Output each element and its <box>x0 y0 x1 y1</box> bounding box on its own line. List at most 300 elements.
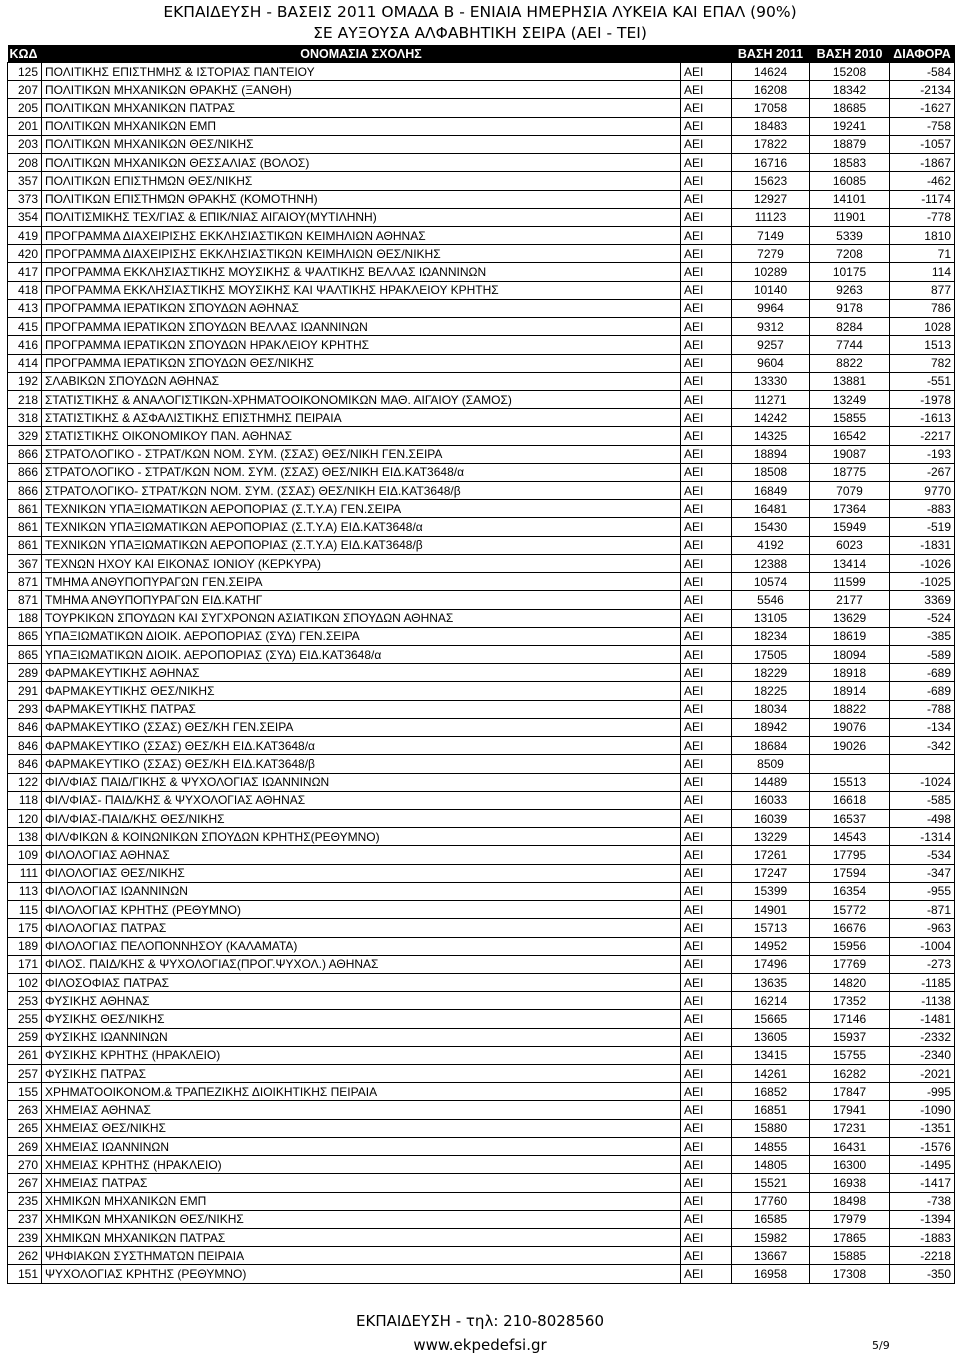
cell-base-2011: 13605 <box>732 1028 810 1046</box>
table-row <box>8 1083 955 1101</box>
cell-school-name: ΦΙΛ/ΦΙΑΣ-ΠΑΙΔ/ΚΗΣ ΘΕΣ/ΝΙΚΗΣ <box>42 809 681 827</box>
document-subtitle: ΣΕ ΑΥΞΟΥΣΑ ΑΛΦΑΒΗΤΙΚΗ ΣΕΙΡΑ (ΑΕΙ - ΤΕΙ) <box>313 24 647 42</box>
cell-base-2011: 18508 <box>732 463 810 481</box>
cell-base-2010: 14820 <box>810 973 890 991</box>
cell-type: ΑΕΙ <box>681 1156 732 1174</box>
cell-base-2010: 16282 <box>810 1065 890 1083</box>
table-row <box>8 154 955 172</box>
column-header-base-2011: ΒΑΣΗ 2011 <box>732 45 810 63</box>
cell-school-name: ΧΗΜΕΙΑΣ ΙΩΑΝΝΙΝΩΝ <box>42 1137 681 1155</box>
cell-school-name: ΦΑΡΜΑΚΕΥΤΙΚΟ (ΣΣΑΣ) ΘΕΣ/ΚΗ ΕΙΔ.ΚΑΤ3648/α <box>42 737 681 755</box>
table-row <box>8 718 955 736</box>
table-row <box>8 1265 955 1283</box>
table-row <box>8 773 955 791</box>
table-row <box>8 482 955 500</box>
table-row <box>8 809 955 827</box>
table-row <box>8 409 955 427</box>
cell-difference: -1026 <box>890 554 955 572</box>
cell-code: 420 <box>8 245 42 263</box>
table-row <box>8 1174 955 1192</box>
cell-base-2011: 17760 <box>732 1192 810 1210</box>
document-title: ΕΚΠΑΙΔΕΥΣΗ - ΒΑΣΕΙΣ 2011 ΟΜΑΔΑ Β - ΕΝΙΑΙΑ ΗΜΕΡΗΣΙΑ ΛΥΚΕΙΑ ΚΑΙ ΕΠΑΛ (90%) <box>163 3 797 21</box>
table-row <box>8 390 955 408</box>
cell-code: 418 <box>8 281 42 299</box>
cell-base-2011: 18225 <box>732 682 810 700</box>
cell-school-name: ΠΟΛΙΤΙΚΩΝ ΕΠΙΣΤΗΜΩΝ ΘΡΑΚΗΣ (ΚΟΜΟΤΗΝΗ) <box>42 190 681 208</box>
cell-type: ΑΕΙ <box>681 682 732 700</box>
cell-code: 861 <box>8 500 42 518</box>
cell-difference: -1024 <box>890 773 955 791</box>
cell-code: 122 <box>8 773 42 791</box>
cell-type: ΑΕΙ <box>681 190 732 208</box>
cell-type: ΑΕΙ <box>681 226 732 244</box>
cell-base-2011: 13330 <box>732 372 810 390</box>
table-row <box>8 646 955 664</box>
cell-school-name: ΣΤΡΑΤΟΛΟΓΙΚΟ - ΣΤΡΑΤ/ΚΩΝ ΝΟΜ. ΣΥΜ. (ΣΣΑΣ) ΘΕΣ/ΝΙΚΗ ΓΕΝ.ΣΕΙΡΑ <box>42 445 681 463</box>
cell-base-2011: 15665 <box>732 1010 810 1028</box>
cell-base-2011: 13415 <box>732 1046 810 1064</box>
cell-school-name: ΦΑΡΜΑΚΕΥΤΙΚΟ (ΣΣΑΣ) ΘΕΣ/ΚΗ ΓΕΝ.ΣΕΙΡΑ <box>42 718 681 736</box>
cell-base-2011: 13229 <box>732 828 810 846</box>
table-row <box>8 1119 955 1137</box>
table-row <box>8 135 955 153</box>
table-row <box>8 682 955 700</box>
cell-base-2011: 14242 <box>732 409 810 427</box>
cell-base-2010: 18918 <box>810 664 890 682</box>
cell-type: ΑΕΙ <box>681 1265 732 1283</box>
cell-base-2010: 15208 <box>810 63 890 81</box>
cell-code: 253 <box>8 992 42 1010</box>
cell-base-2011: 14855 <box>732 1137 810 1155</box>
cell-type: ΑΕΙ <box>681 901 732 919</box>
cell-base-2011: 16208 <box>732 81 810 99</box>
cell-difference: -1883 <box>890 1229 955 1247</box>
cell-base-2010: 17865 <box>810 1229 890 1247</box>
cell-type: ΑΕΙ <box>681 372 732 390</box>
cell-base-2011: 14489 <box>732 773 810 791</box>
cell-base-2011: 18942 <box>732 718 810 736</box>
cell-code: 192 <box>8 372 42 390</box>
cell-code: 846 <box>8 737 42 755</box>
cell-school-name: ΨΥΧΟΛΟΓΙΑΣ ΚΡΗΤΗΣ (ΡΕΘΥΜΝΟ) <box>42 1265 681 1283</box>
table-row <box>8 700 955 718</box>
cell-base-2010: 13249 <box>810 390 890 408</box>
cell-school-name: ΤΜΗΜΑ ΑΝΘΥΠΟΠΥΡΑΓΩΝ ΓΕΝ.ΣΕΙΡΑ <box>42 573 681 591</box>
cell-base-2011: 9257 <box>732 336 810 354</box>
cell-code: 417 <box>8 263 42 281</box>
cell-code: 175 <box>8 919 42 937</box>
cell-base-2010: 16354 <box>810 882 890 900</box>
cell-school-name: ΧΗΜΙΚΩΝ ΜΗΧΑΝΙΚΩΝ ΕΜΠ <box>42 1192 681 1210</box>
cell-school-name: ΦΑΡΜΑΚΕΥΤΙΚΗΣ ΘΕΣ/ΝΙΚΗΣ <box>42 682 681 700</box>
cell-type: ΑΕΙ <box>681 172 732 190</box>
cell-type: ΑΕΙ <box>681 591 732 609</box>
cell-base-2011: 18234 <box>732 627 810 645</box>
cell-code: 413 <box>8 299 42 317</box>
cell-difference: -1185 <box>890 973 955 991</box>
cell-code: 865 <box>8 627 42 645</box>
cell-code: 267 <box>8 1174 42 1192</box>
cell-base-2011: 18229 <box>732 664 810 682</box>
cell-base-2011: 16481 <box>732 500 810 518</box>
table-row <box>8 263 955 281</box>
cell-type: ΑΕΙ <box>681 1192 732 1210</box>
cell-code: 235 <box>8 1192 42 1210</box>
cell-base-2011: 17261 <box>732 846 810 864</box>
cell-type: ΑΕΙ <box>681 1210 732 1228</box>
cell-school-name: ΦΑΡΜΑΚΕΥΤΙΚΗΣ ΑΘΗΝΑΣ <box>42 664 681 682</box>
cell-base-2010: 7744 <box>810 336 890 354</box>
cell-difference: -2332 <box>890 1028 955 1046</box>
cell-code: 357 <box>8 172 42 190</box>
cell-base-2010: 15937 <box>810 1028 890 1046</box>
cell-code: 120 <box>8 809 42 827</box>
table-row <box>8 864 955 882</box>
cell-school-name: ΦΥΣΙΚΗΣ ΑΘΗΝΑΣ <box>42 992 681 1010</box>
cell-type: ΑΕΙ <box>681 1247 732 1265</box>
cell-code: 269 <box>8 1137 42 1155</box>
cell-difference: -1314 <box>890 828 955 846</box>
cell-school-name: ΠΡΟΓΡΑΜΜΑ ΔΙΑΧΕΙΡΙΣΗΣ ΕΚΚΛΗΣΙΑΣΤΙΚΩΝ ΚΕΙΜΗΛΙΩΝ ΑΘΗΝΑΣ <box>42 226 681 244</box>
cell-code: 318 <box>8 409 42 427</box>
cell-school-name: ΠΡΟΓΡΑΜΜΑ ΙΕΡΑΤΙΚΩΝ ΣΠΟΥΔΩΝ ΒΕΛΛΑΣ ΙΩΑΝΝΙΝΩΝ <box>42 318 681 336</box>
cell-type: ΑΕΙ <box>681 463 732 481</box>
cell-difference: -963 <box>890 919 955 937</box>
cell-type: ΑΕΙ <box>681 955 732 973</box>
cell-code: 113 <box>8 882 42 900</box>
cell-base-2010: 18498 <box>810 1192 890 1210</box>
table-row <box>8 1101 955 1119</box>
cell-difference: -1417 <box>890 1174 955 1192</box>
cell-base-2011: 10289 <box>732 263 810 281</box>
cell-school-name: ΠΡΟΓΡΑΜΜΑ ΕΚΚΛΗΣΙΑΣΤΙΚΗΣ ΜΟΥΣΙΚΗΣ & ΨΑΛΤΙΚΗΣ ΒΕΛΛΑΣ ΙΩΑΝΝΙΝΩΝ <box>42 263 681 281</box>
cell-type: ΑΕΙ <box>681 117 732 135</box>
table-row <box>8 463 955 481</box>
cell-code: 265 <box>8 1119 42 1137</box>
cell-type: ΑΕΙ <box>681 500 732 518</box>
cell-code: 866 <box>8 463 42 481</box>
table-row <box>8 846 955 864</box>
cell-base-2010: 17594 <box>810 864 890 882</box>
cell-difference: -267 <box>890 463 955 481</box>
cell-code: 255 <box>8 1010 42 1028</box>
table-row <box>8 627 955 645</box>
table-row <box>8 737 955 755</box>
cell-base-2011: 17058 <box>732 99 810 117</box>
table-row <box>8 955 955 973</box>
table-row <box>8 882 955 900</box>
table-row <box>8 1010 955 1028</box>
cell-school-name: ΨΗΦΙΑΚΩΝ ΣΥΣΤΗΜΑΤΩΝ ΠΕΙΡΑΙΑ <box>42 1247 681 1265</box>
cell-code: 261 <box>8 1046 42 1064</box>
cell-base-2011: 14261 <box>732 1065 810 1083</box>
table-row <box>8 901 955 919</box>
table-row <box>8 573 955 591</box>
table-row <box>8 445 955 463</box>
table-row <box>8 664 955 682</box>
cell-code: 118 <box>8 791 42 809</box>
cell-code: 205 <box>8 99 42 117</box>
table-row <box>8 554 955 572</box>
cell-base-2011: 17247 <box>732 864 810 882</box>
cell-school-name: ΦΙΛΟΣ. ΠΑΙΔ/ΚΗΣ & ΨΥΧΟΛΟΓΙΑΣ(ΠΡΟΓ.ΨΥΧΟΛ.) ΑΘΗΝΑΣ <box>42 955 681 973</box>
cell-code: 208 <box>8 154 42 172</box>
cell-code: 846 <box>8 755 42 773</box>
cell-base-2011: 15430 <box>732 518 810 536</box>
cell-type: ΑΕΙ <box>681 263 732 281</box>
cell-difference: -551 <box>890 372 955 390</box>
cell-type: ΑΕΙ <box>681 791 732 809</box>
cell-type: ΑΕΙ <box>681 755 732 773</box>
cell-base-2010: 13629 <box>810 609 890 627</box>
cell-type: ΑΕΙ <box>681 245 732 263</box>
cell-base-2010: 6023 <box>810 536 890 554</box>
table-row <box>8 536 955 554</box>
cell-school-name: ΦΙΛΟΣΟΦΙΑΣ ΠΑΤΡΑΣ <box>42 973 681 991</box>
cell-type: ΑΕΙ <box>681 1119 732 1137</box>
cell-base-2010: 16085 <box>810 172 890 190</box>
cell-base-2010: 18342 <box>810 81 890 99</box>
table-row <box>8 1137 955 1155</box>
cell-type: ΑΕΙ <box>681 208 732 226</box>
cell-base-2011: 15713 <box>732 919 810 937</box>
cell-school-name: ΣΤΑΤΙΣΤΙΚΗΣ & ΑΝΑΛΟΓΙΣΤΙΚΩΝ-ΧΡΗΜΑΤΟΟΙΚΟΝΟΜΙΚΩΝ ΜΑΘ. ΑΙΓΑΙΟΥ (ΣΑΜΟΣ) <box>42 390 681 408</box>
table-row <box>8 1247 955 1265</box>
cell-school-name: ΦΑΡΜΑΚΕΥΤΙΚΗΣ ΠΑΤΡΑΣ <box>42 700 681 718</box>
cell-base-2010: 16676 <box>810 919 890 937</box>
cell-type: ΑΕΙ <box>681 846 732 864</box>
cell-base-2010: 18775 <box>810 463 890 481</box>
cell-base-2010: 17795 <box>810 846 890 864</box>
cell-base-2011: 10140 <box>732 281 810 299</box>
cell-code: 367 <box>8 554 42 572</box>
cell-base-2010: 11599 <box>810 573 890 591</box>
cell-base-2011: 16585 <box>732 1210 810 1228</box>
cell-school-name: ΠΟΛΙΤΙΚΩΝ ΕΠΙΣΤΗΜΩΝ ΘΕΣ/ΝΙΚΗΣ <box>42 172 681 190</box>
cell-base-2011: 16852 <box>732 1083 810 1101</box>
table-row <box>8 1229 955 1247</box>
cell-base-2010: 17146 <box>810 1010 890 1028</box>
cell-base-2011: 9964 <box>732 299 810 317</box>
table-row <box>8 245 955 263</box>
cell-school-name: ΦΙΛΟΛΟΓΙΑΣ ΑΘΗΝΑΣ <box>42 846 681 864</box>
cell-school-name: ΦΙΛ/ΦΙΚΩΝ & ΚΟΙΝΩΝΙΚΩΝ ΣΠΟΥΔΩΝ ΚΡΗΤΗΣ(ΡΕΘΥΜΝΟ) <box>42 828 681 846</box>
cell-code: 237 <box>8 1210 42 1228</box>
table-row <box>8 518 955 536</box>
cell-base-2010: 19076 <box>810 718 890 736</box>
cell-difference: 114 <box>890 263 955 281</box>
cell-code: 846 <box>8 718 42 736</box>
table-row <box>8 117 955 135</box>
cell-base-2011: 17822 <box>732 135 810 153</box>
cell-base-2011: 17496 <box>732 955 810 973</box>
cell-base-2010: 16431 <box>810 1137 890 1155</box>
cell-base-2010: 18879 <box>810 135 890 153</box>
cell-type: ΑΕΙ <box>681 609 732 627</box>
cell-type: ΑΕΙ <box>681 445 732 463</box>
cell-type: ΑΕΙ <box>681 81 732 99</box>
table-row <box>8 755 955 773</box>
cell-base-2011: 15982 <box>732 1229 810 1247</box>
cell-school-name: ΧΗΜΕΙΑΣ ΘΕΣ/ΝΙΚΗΣ <box>42 1119 681 1137</box>
cell-base-2010: 11901 <box>810 208 890 226</box>
cell-type: ΑΕΙ <box>681 482 732 500</box>
cell-base-2011: 14325 <box>732 427 810 445</box>
table-row <box>8 208 955 226</box>
cell-difference: -1004 <box>890 937 955 955</box>
cell-type: ΑΕΙ <box>681 99 732 117</box>
cell-base-2011: 16849 <box>732 482 810 500</box>
cell-school-name: ΦΥΣΙΚΗΣ ΘΕΣ/ΝΙΚΗΣ <box>42 1010 681 1028</box>
cell-base-2011: 14901 <box>732 901 810 919</box>
cell-difference: -955 <box>890 882 955 900</box>
cell-base-2011: 13635 <box>732 973 810 991</box>
cell-code: 115 <box>8 901 42 919</box>
cell-school-name: ΤΟΥΡΚΙΚΩΝ ΣΠΟΥΔΩΝ ΚΑΙ ΣΥΓΧΡΟΝΩΝ ΑΣΙΑΤΙΚΩΝ ΣΠΟΥΔΩΝ ΑΘΗΝΑΣ <box>42 609 681 627</box>
cell-difference: -1174 <box>890 190 955 208</box>
cell-school-name: ΧΗΜΕΙΑΣ ΠΑΤΡΑΣ <box>42 1174 681 1192</box>
cell-difference: -1351 <box>890 1119 955 1137</box>
cell-difference: -273 <box>890 955 955 973</box>
cell-school-name: ΠΟΛΙΤΙΚΩΝ ΜΗΧΑΝΙΚΩΝ ΕΜΠ <box>42 117 681 135</box>
cell-code: 201 <box>8 117 42 135</box>
table-row <box>8 1210 955 1228</box>
table-row <box>8 992 955 1010</box>
cell-difference: -193 <box>890 445 955 463</box>
cell-type: ΑΕΙ <box>681 1101 732 1119</box>
cell-code: 866 <box>8 445 42 463</box>
cell-difference: 71 <box>890 245 955 263</box>
cell-school-name: ΤΕΧΝΙΚΩΝ ΥΠΑΞΙΩΜΑΤΙΚΩΝ ΑΕΡΟΠΟΡΙΑΣ (Σ.Τ.Υ.Α) ΕΙΔ.ΚΑΤ3648/α <box>42 518 681 536</box>
cell-school-name: ΤΜΗΜΑ ΑΝΘΥΠΟΠΥΡΑΓΩΝ ΕΙΔ.ΚΑΤΗΓ <box>42 591 681 609</box>
cell-base-2011: 16958 <box>732 1265 810 1283</box>
cell-school-name: ΣΤΡΑΤΟΛΟΓΙΚΟ - ΣΤΡΑΤ/ΚΩΝ ΝΟΜ. ΣΥΜ. (ΣΣΑΣ) ΘΕΣ/ΝΙΚΗ ΕΙΔ.ΚΑΤ3648/α <box>42 463 681 481</box>
cell-base-2011: 12388 <box>732 554 810 572</box>
cell-code: 866 <box>8 482 42 500</box>
cell-difference: 9770 <box>890 482 955 500</box>
cell-difference: 1810 <box>890 226 955 244</box>
cell-base-2010: 18914 <box>810 682 890 700</box>
cell-difference: -347 <box>890 864 955 882</box>
cell-code: 151 <box>8 1265 42 1283</box>
cell-base-2011: 16033 <box>732 791 810 809</box>
cell-type: ΑΕΙ <box>681 646 732 664</box>
cell-type: ΑΕΙ <box>681 318 732 336</box>
cell-base-2010: 18583 <box>810 154 890 172</box>
table-row <box>8 354 955 372</box>
cell-code: 138 <box>8 828 42 846</box>
cell-type: ΑΕΙ <box>681 864 732 882</box>
cell-difference: -2134 <box>890 81 955 99</box>
column-header-difference: ΔΙΑΦΟΡΑ <box>890 45 955 63</box>
cell-base-2010: 19026 <box>810 737 890 755</box>
cell-code: 111 <box>8 864 42 882</box>
cell-difference: -1057 <box>890 135 955 153</box>
cell-difference: -2340 <box>890 1046 955 1064</box>
cell-difference: -788 <box>890 700 955 718</box>
table-row <box>8 1028 955 1046</box>
cell-school-name: ΧΗΜΕΙΑΣ ΚΡΗΤΗΣ (ΗΡΑΚΛΕΙΟ) <box>42 1156 681 1174</box>
cell-type: ΑΕΙ <box>681 299 732 317</box>
cell-difference: -1025 <box>890 573 955 591</box>
cell-type: ΑΕΙ <box>681 627 732 645</box>
cell-type: ΑΕΙ <box>681 1174 732 1192</box>
table-row <box>8 226 955 244</box>
cell-type: ΑΕΙ <box>681 536 732 554</box>
cell-difference: -524 <box>890 609 955 627</box>
cell-difference: -1867 <box>890 154 955 172</box>
cell-code: 257 <box>8 1065 42 1083</box>
cell-type: ΑΕΙ <box>681 973 732 991</box>
cell-difference: -1138 <box>890 992 955 1010</box>
cell-base-2011: 18034 <box>732 700 810 718</box>
table-row <box>8 299 955 317</box>
cell-base-2010: 10175 <box>810 263 890 281</box>
table-row <box>8 172 955 190</box>
cell-code: 416 <box>8 336 42 354</box>
page-number: 5/9 <box>872 1339 890 1352</box>
cell-difference: -1090 <box>890 1101 955 1119</box>
cell-base-2010: 7208 <box>810 245 890 263</box>
cell-base-2011: 7279 <box>732 245 810 263</box>
cell-code: 171 <box>8 955 42 973</box>
cell-school-name: ΠΡΟΓΡΑΜΜΑ ΙΕΡΑΤΙΚΩΝ ΣΠΟΥΔΩΝ ΘΕΣ/ΝΙΚΗΣ <box>42 354 681 372</box>
cell-base-2010: 15949 <box>810 518 890 536</box>
cell-difference: -498 <box>890 809 955 827</box>
cell-base-2011: 15521 <box>732 1174 810 1192</box>
cell-base-2010: 7079 <box>810 482 890 500</box>
table-row <box>8 190 955 208</box>
cell-school-name: ΣΤΑΤΙΣΤΙΚΗΣ ΟΙΚΟΝΟΜΙΚΟΥ ΠΑΝ. ΑΘΗΝΑΣ <box>42 427 681 445</box>
cell-base-2010: 15772 <box>810 901 890 919</box>
cell-base-2010: 15885 <box>810 1247 890 1265</box>
cell-base-2011: 9312 <box>732 318 810 336</box>
cell-type: ΑΕΙ <box>681 664 732 682</box>
cell-base-2010: 14543 <box>810 828 890 846</box>
table-row <box>8 609 955 627</box>
cell-difference: -2218 <box>890 1247 955 1265</box>
cell-base-2010: 15956 <box>810 937 890 955</box>
cell-code: 419 <box>8 226 42 244</box>
cell-type: ΑΕΙ <box>681 63 732 81</box>
cell-base-2011: 14805 <box>732 1156 810 1174</box>
cell-difference: -584 <box>890 63 955 81</box>
table-row <box>8 427 955 445</box>
cell-school-name: ΤΕΧΝΩΝ ΗΧΟΥ ΚΑΙ ΕΙΚΟΝΑΣ ΙΟΝΙΟΥ (ΚΕΡΚΥΡΑ) <box>42 554 681 572</box>
cell-base-2010: 8822 <box>810 354 890 372</box>
cell-type: ΑΕΙ <box>681 281 732 299</box>
cell-difference: -1394 <box>890 1210 955 1228</box>
table-row <box>8 1192 955 1210</box>
table-row <box>8 372 955 390</box>
cell-base-2011: 7149 <box>732 226 810 244</box>
cell-type: ΑΕΙ <box>681 154 732 172</box>
cell-code: 865 <box>8 646 42 664</box>
cell-code: 218 <box>8 390 42 408</box>
cell-base-2010: 16938 <box>810 1174 890 1192</box>
cell-base-2011: 18483 <box>732 117 810 135</box>
cell-base-2011: 8509 <box>732 755 810 773</box>
cell-type: ΑΕΙ <box>681 919 732 937</box>
cell-code: 354 <box>8 208 42 226</box>
cell-difference: 3369 <box>890 591 955 609</box>
cell-difference: -134 <box>890 718 955 736</box>
cell-school-name: ΦΥΣΙΚΗΣ ΚΡΗΤΗΣ (ΗΡΑΚΛΕΙΟ) <box>42 1046 681 1064</box>
cell-base-2011: 9604 <box>732 354 810 372</box>
cell-type: ΑΕΙ <box>681 354 732 372</box>
cell-type: ΑΕΙ <box>681 882 732 900</box>
cell-school-name: ΦΥΣΙΚΗΣ ΙΩΑΝΝΙΝΩΝ <box>42 1028 681 1046</box>
